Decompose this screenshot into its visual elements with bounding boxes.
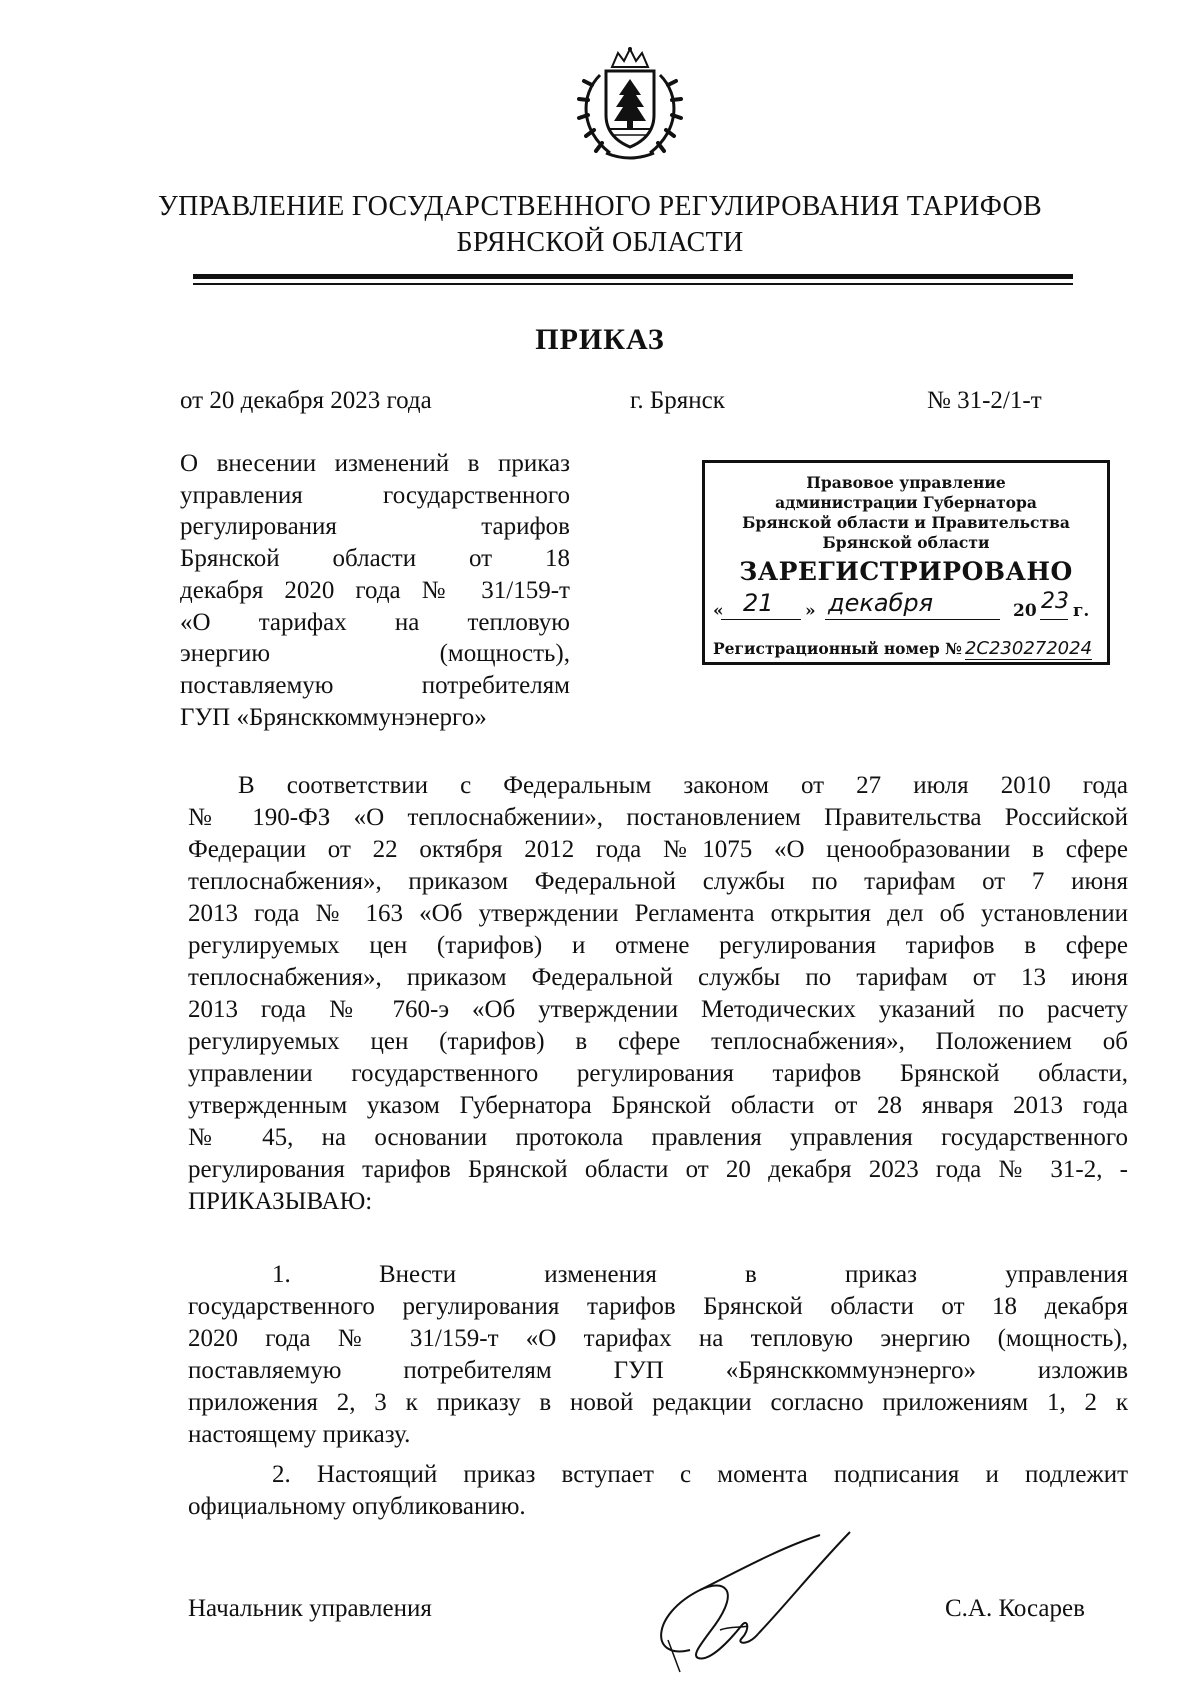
subject-line: декабря 2020 года № 31/159-т	[180, 577, 570, 604]
stamp-authority-line: Брянской области и Правительства	[742, 513, 1070, 532]
body-line: регулируемых цен (тарифов) и отмене регулирования тарифов в сфере	[188, 932, 1128, 959]
body-line: В соответствии с Федеральным законом от 27 июля 2010 года	[238, 772, 1128, 799]
stamp-registration-number: 2С230272024	[964, 638, 1093, 659]
body-line: № 190-ФЗ «О теплоснабжении», постановлением Правительства Российской	[188, 804, 1128, 831]
subject-line: Брянской области от 18	[180, 545, 570, 572]
signer-position: Начальник управления	[188, 1595, 432, 1622]
stamp-status: ЗАРЕГИСТРИРОВАНО	[739, 557, 1073, 586]
body-line: регулирования тарифов Брянской области от 20 декабря 2023 года № 31-2, -	[188, 1156, 1128, 1183]
stamp-authority-line: администрации Губернатора	[775, 493, 1037, 512]
stamp-year-underline	[1040, 619, 1068, 620]
item-2-line: 2. Настоящий приказ вступает с момента подписания и подлежит	[272, 1461, 1128, 1488]
body-line: 2013 года № 163 «Об утверждении Регламента открытия дел об установлении	[188, 900, 1128, 927]
subject-line: энергию (мощность),	[180, 640, 570, 667]
stamp-day-underline	[721, 619, 801, 620]
body-line: № 45, на основании протокола правления управления государственного	[188, 1124, 1128, 1151]
body-line: 2013 года № 760-э «Об утверждении Методических указаний по расчету	[188, 996, 1128, 1023]
stamp-year-handwritten: 23	[1041, 589, 1069, 614]
stamp-year-prefix: 20	[1013, 601, 1037, 621]
stamp-day-handwritten: 21	[743, 589, 774, 617]
item-1-line: 1. Внести изменения в приказ управления	[272, 1261, 1128, 1288]
stamp-quote-open: «	[713, 601, 724, 621]
organization-name-line-1: УПРАВЛЕНИЕ ГОСУДАРСТВЕННОГО РЕГУЛИРОВАНИЯ ТАРИФОВ	[158, 191, 1042, 222]
stamp-authority-line: Брянской области	[822, 533, 990, 552]
item-2-line: официальному опубликованию.	[188, 1493, 526, 1520]
subject-line: ГУП «Брянсккоммунэнерго»	[180, 704, 487, 731]
handwritten-signature-icon	[630, 1530, 860, 1680]
body-line: Федерации от 22 октября 2012 года №1075 «О ценообразовании в сфере	[188, 836, 1128, 863]
item-1-line: поставляемую потребителям ГУП «Брянсккоммунэнерго» изложив	[188, 1357, 1128, 1384]
item-1-line: приложения 2, 3 к приказу в новой редакции согласно приложениям 1, 2 к	[188, 1389, 1128, 1416]
document-city: г. Брянск	[630, 387, 725, 414]
body-line: утвержденным указом Губернатора Брянской области от 28 января 2013 года	[188, 1092, 1128, 1119]
signer-name: С.А. Косарев	[945, 1595, 1085, 1622]
body-line: теплоснабжения», приказом Федеральной службы по тарифам от 7 июня	[188, 868, 1128, 895]
stamp-date-row	[713, 589, 1103, 627]
coat-of-arms-icon	[570, 45, 690, 165]
document-number: № 31-2/1-т	[927, 387, 1042, 414]
document-type-title: ПРИКАЗ	[535, 323, 665, 356]
body-line: теплоснабжения», приказом Федеральной службы по тарифам от 13 июня	[188, 964, 1128, 991]
registration-stamp	[702, 460, 1110, 665]
item-1-line: 2020 года № 31/159-т «О тарифах на тепловую энергию (мощность),	[188, 1325, 1128, 1352]
subject-line: управления государственного	[180, 482, 570, 509]
body-line: регулируемых цен (тарифов) в сфере теплоснабжения», Положением об	[188, 1028, 1128, 1055]
stamp-month-handwritten: декабря	[828, 589, 934, 617]
stamp-year-abbrev: г.	[1073, 601, 1090, 621]
stamp-quote-close: »	[805, 601, 816, 621]
header-rule-thin	[193, 283, 1073, 285]
subject-line: О внесении изменений в приказ	[180, 450, 570, 477]
stamp-registration-label: Регистрационный номер №	[713, 639, 962, 658]
stamp-month-underline	[825, 619, 1000, 620]
item-1-line: настоящему приказу.	[188, 1421, 411, 1448]
body-line-order-verb: ПРИКАЗЫВАЮ:	[188, 1188, 373, 1215]
organization-name-line-2: БРЯНСКОЙ ОБЛАСТИ	[456, 227, 744, 258]
item-1-line: государственного регулирования тарифов Брянской области от 18 декабря	[188, 1293, 1128, 1320]
stamp-authority-line: Правовое управление	[806, 473, 1006, 492]
subject-line: поставляемую потребителям	[180, 672, 570, 699]
subject-line: «О тарифах на тепловую	[180, 609, 570, 636]
stamp-registration-number-row	[713, 638, 1092, 659]
subject-line: регулирования тарифов	[180, 513, 570, 540]
document-date: от 20 декабря 2023 года	[180, 387, 432, 414]
header-rule-thick	[193, 274, 1073, 279]
body-line: управлении государственного регулирования тарифов Брянской области,	[188, 1060, 1128, 1087]
